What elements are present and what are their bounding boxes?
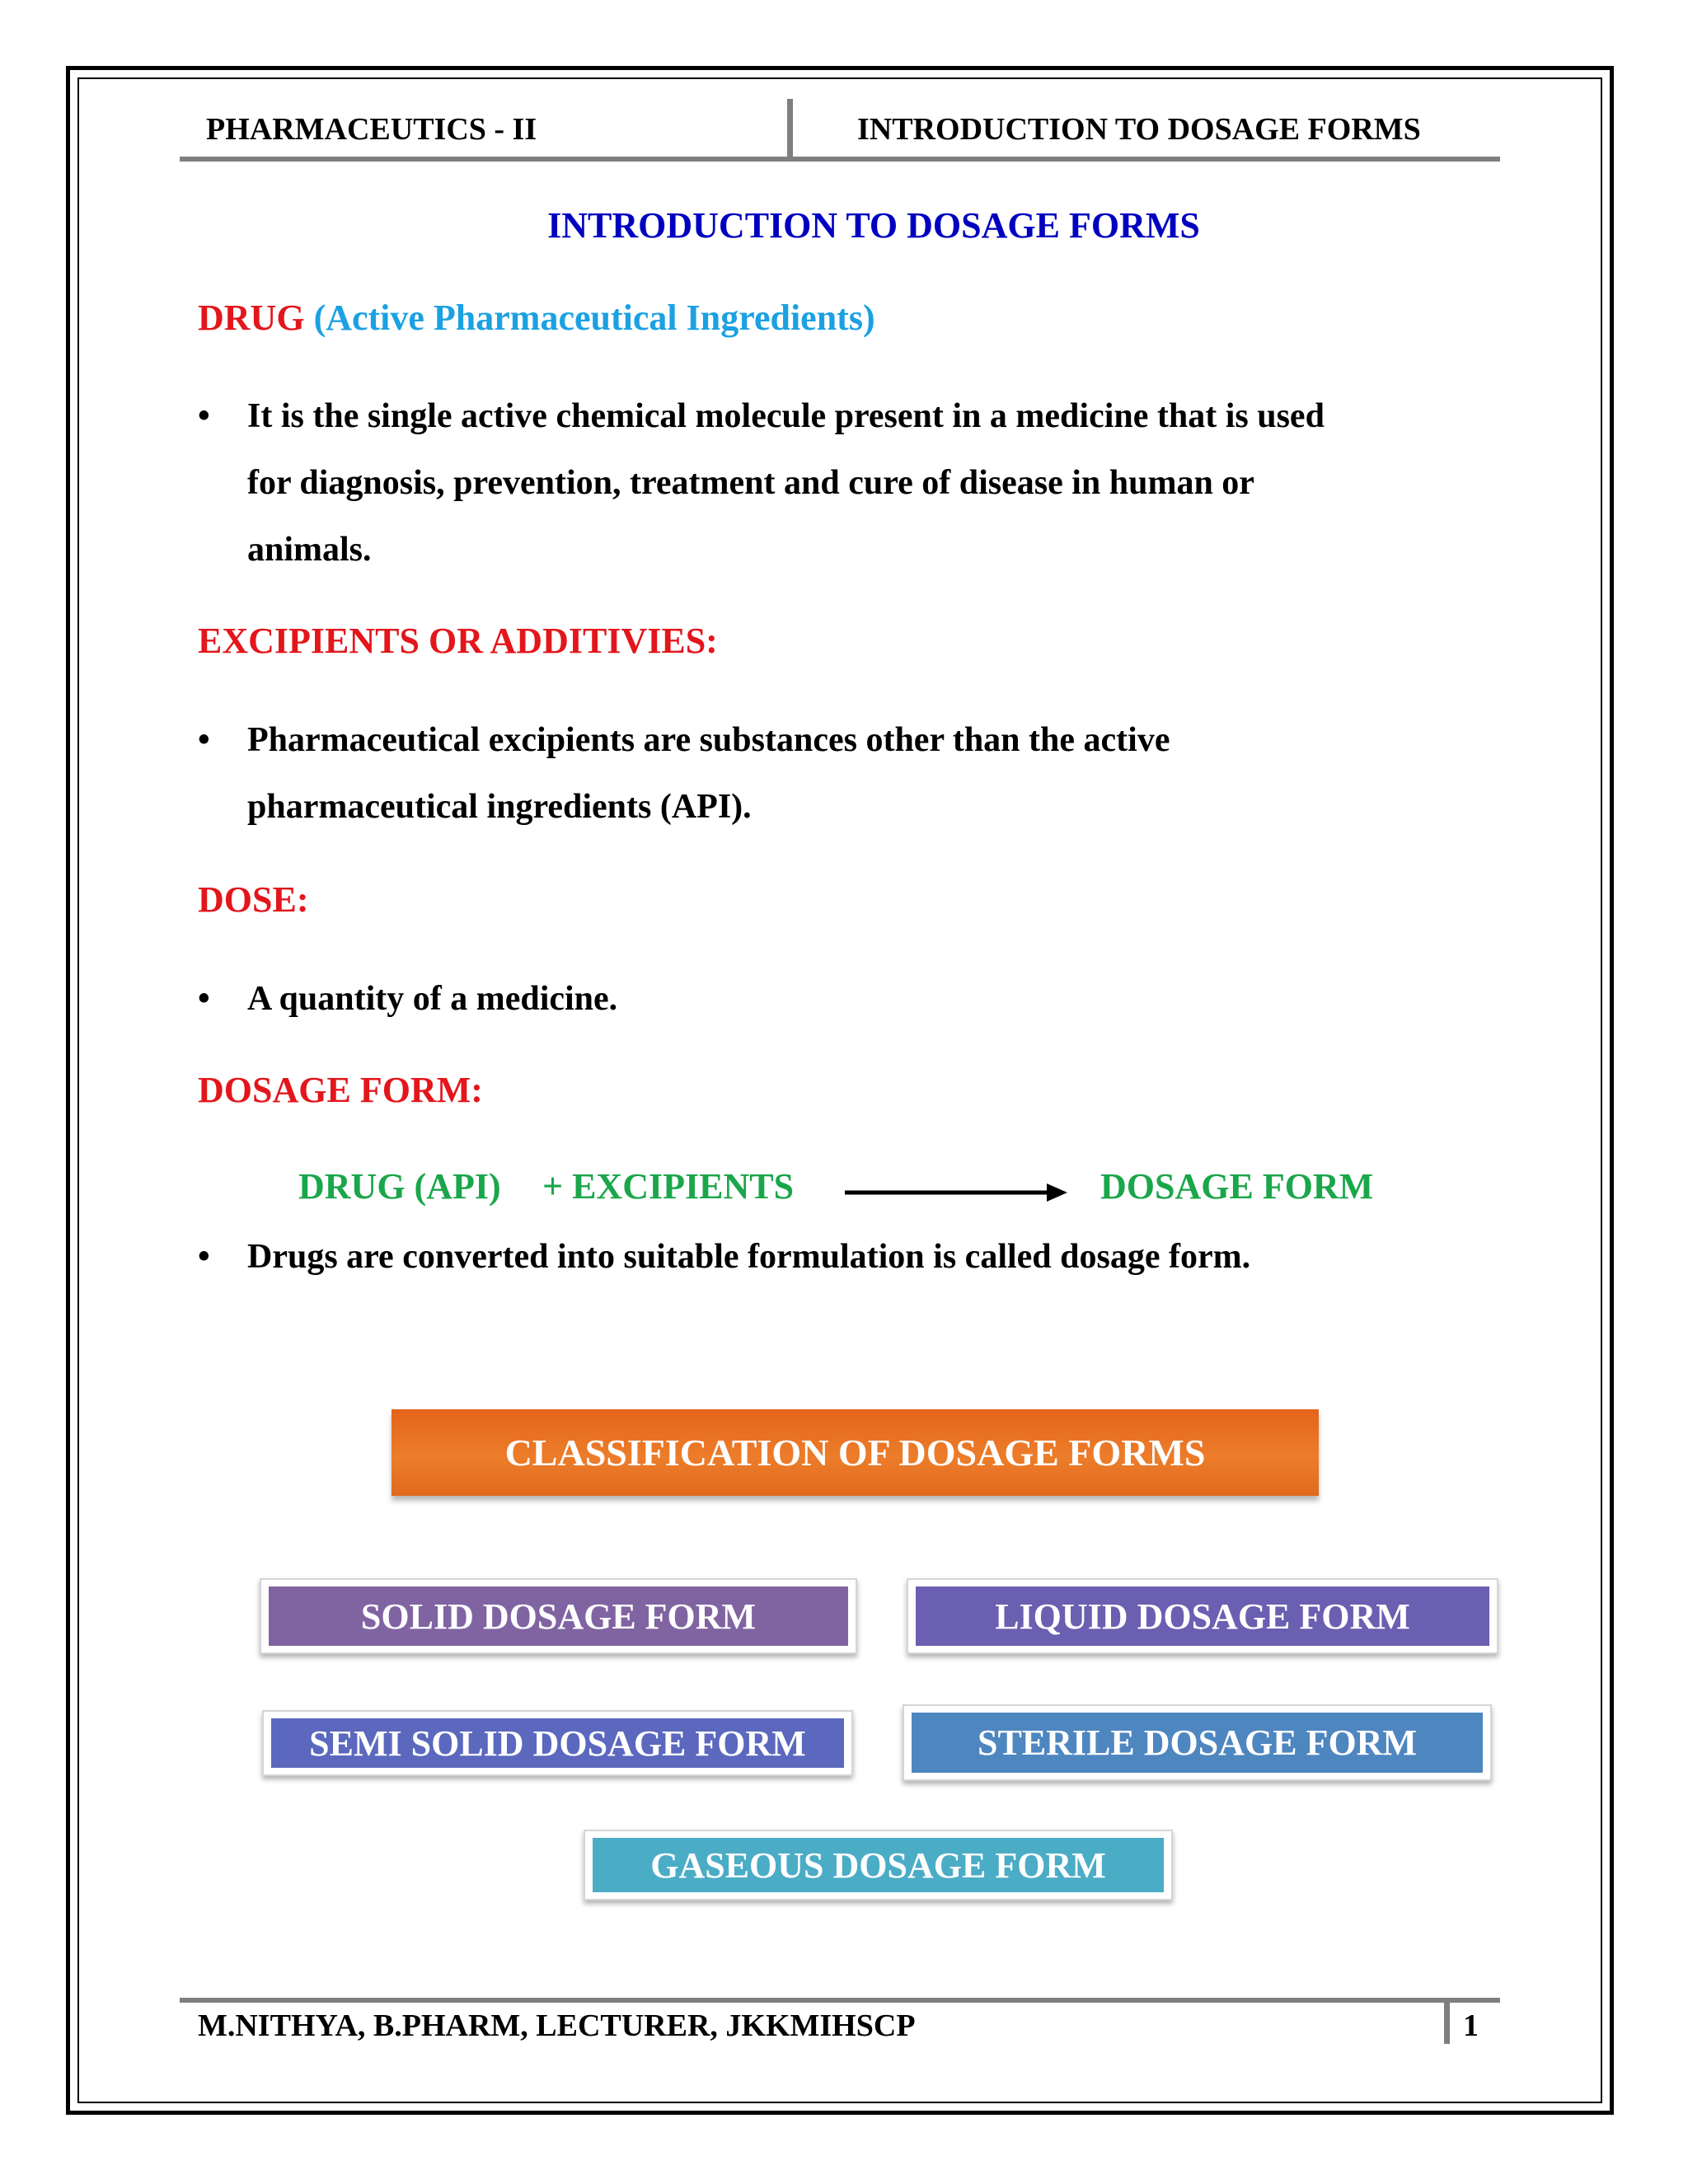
equation-excipients: + EXCIPIENTS <box>542 1166 795 1207</box>
bullet-icon: • <box>198 397 210 435</box>
classification-title: CLASSIFICATION OF DOSAGE FORMS <box>504 1432 1206 1474</box>
bullet-line: for diagnosis, prevention, treatment and cure of disease in human or <box>247 464 1254 502</box>
bullet-line: A quantity of a medicine. <box>247 980 618 1018</box>
classification-title-box <box>392 1409 1319 1496</box>
category-label-solid: SOLID DOSAGE FORM <box>269 1586 848 1646</box>
bullet-line: pharmaceutical ingredients (API). <box>247 788 752 826</box>
right-arrow-icon <box>845 1180 1067 1205</box>
category-box-liquid <box>907 1578 1498 1654</box>
bullet-line: animals. <box>247 531 372 569</box>
bullet-line: It is the single active chemical molecule present in a medicine that is used <box>247 397 1325 435</box>
category-box-gaseous <box>584 1830 1173 1900</box>
bullet-line: Drugs are converted into suitable formulation is called dosage form. <box>247 1238 1251 1276</box>
page-title: INTRODUCTION TO DOSAGE FORMS <box>547 205 1200 246</box>
header-subject: PHARMACEUTICS - II <box>206 112 537 147</box>
bullet-icon: • <box>198 980 210 1018</box>
page-number: 1 <box>1463 2008 1479 2043</box>
bullet-icon: • <box>198 721 210 759</box>
bullet-line: Pharmaceutical excipients are substances other than the active <box>247 721 1170 759</box>
header-separator <box>787 99 793 160</box>
category-label-semi-solid: SEMI SOLID DOSAGE FORM <box>271 1718 844 1768</box>
category-box-sterile <box>903 1704 1492 1781</box>
category-label-sterile: STERILE DOSAGE FORM <box>912 1713 1483 1773</box>
category-box-semi-solid <box>262 1710 853 1776</box>
equation-dosage-form: DOSAGE FORM <box>1100 1166 1374 1207</box>
drug-heading: DRUG <box>198 298 305 338</box>
section-heading-dose: DOSE: <box>198 879 309 920</box>
equation-drug-api: DRUG (API) <box>298 1166 501 1207</box>
section-heading-drug <box>198 297 875 339</box>
section-heading-dosage-form: DOSAGE FORM: <box>198 1070 483 1110</box>
category-label-liquid: LIQUID DOSAGE FORM <box>916 1586 1489 1646</box>
header-rule <box>180 157 1500 162</box>
footer-separator <box>1444 2001 1450 2044</box>
bullet-icon: • <box>198 1238 210 1276</box>
category-box-solid <box>260 1578 857 1654</box>
section-heading-excipients: EXCIPIENTS OR ADDITIVIES: <box>198 621 718 661</box>
footer-author: M.NITHYA, B.PHARM, LECTURER, JKKMIHSCP <box>198 2008 916 2043</box>
footer-rule <box>180 1998 1500 2003</box>
drug-subheading: (Active Pharmaceutical Ingredients) <box>313 298 875 338</box>
category-label-gaseous: GASEOUS DOSAGE FORM <box>593 1838 1164 1892</box>
header-chapter: INTRODUCTION TO DOSAGE FORMS <box>857 112 1421 147</box>
